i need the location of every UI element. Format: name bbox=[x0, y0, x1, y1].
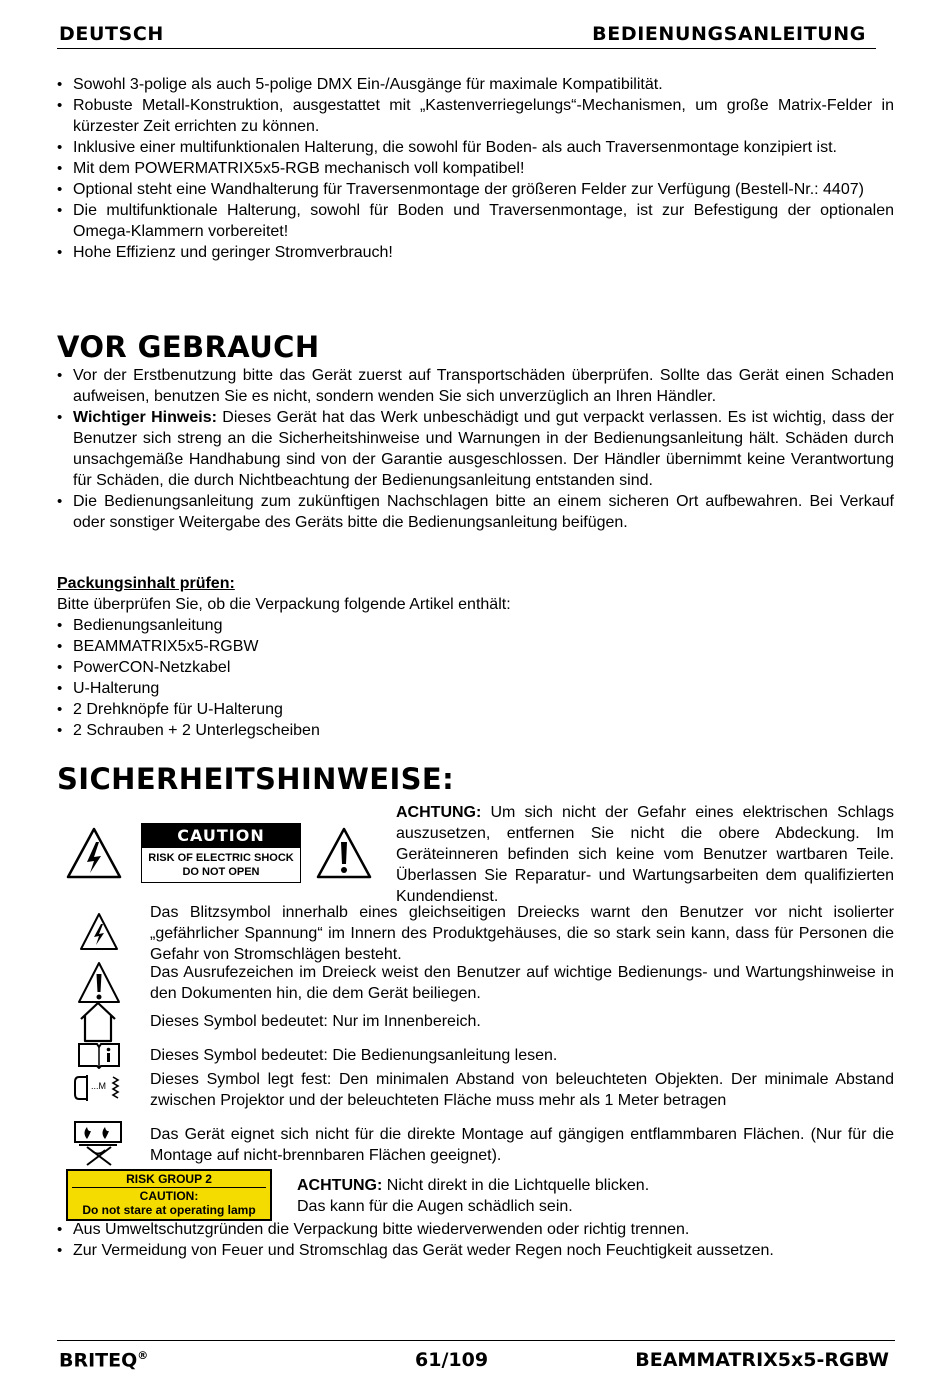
page-footer bbox=[57, 1340, 895, 1377]
list-item: • BEAMMATRIX5x5-RGBW bbox=[57, 636, 894, 657]
packing-section bbox=[57, 573, 894, 741]
manual-description: Dieses Symbol bedeutet: Die Bedienungsanleitung lesen. bbox=[150, 1047, 558, 1064]
lightning-description: Das Blitzsymbol innerhalb eines gleichseitigen Dreiecks warnt den Benutzer vor nicht isolierter „gefährlicher Spannung“ im Innern des Produktgehäuses, die so stark sein kann, dass für Personen die Gefahr von Stromschlägen besteht. bbox=[150, 904, 894, 963]
registered-mark: ® bbox=[137, 1349, 149, 1362]
brand-name: BRITEQ bbox=[59, 1349, 138, 1372]
list-item: • Die multifunktionale Halterung, sowohl für Boden und Traversenmontage, ist zur Befestigung der optionalen Omega-Klammern vorbereitet! bbox=[57, 200, 894, 242]
flammable-description: Das Gerät eignet sich nicht für die direkte Montage auf gängigen entflammbaren Flächen. (Nur für die Montage auf nicht-brennbaren Flächen geeignet). bbox=[150, 1126, 894, 1164]
achtung-light-text: Nicht direkt in die Lichtquelle blicken. bbox=[382, 1177, 650, 1194]
risk-group-divider bbox=[72, 1187, 266, 1188]
before-use-list bbox=[57, 365, 894, 533]
no-flammable-surface-icon bbox=[70, 1118, 126, 1168]
section-heading: VOR GEBRAUCH bbox=[57, 330, 320, 364]
page-header bbox=[57, 20, 876, 49]
packing-title: Packungsinhalt prüfen: bbox=[57, 575, 235, 592]
list-item: • PowerCON-Netzkabel bbox=[57, 657, 894, 678]
list-item: • U-Halterung bbox=[57, 678, 894, 699]
caution-label bbox=[141, 823, 301, 883]
achtung-label: ACHTUNG: bbox=[396, 804, 482, 821]
list-item: • Robuste Metall-Konstruktion, ausgestattet mit „Kastenverriegelungs“-Mechanismen, um große Matrix-Felder in kürzester Zeit errichten zu können. bbox=[57, 95, 894, 137]
indoor-only-icon bbox=[76, 998, 120, 1044]
achtung-light-warning bbox=[297, 1175, 894, 1217]
list-item: • Inklusive einer multifunktionalen Halterung, die sowohl für Boden- als auch Traversenmontage konzipiert ist. bbox=[57, 137, 894, 158]
list-item: • 2 Schrauben + 2 Unterlegscheiben bbox=[57, 720, 894, 741]
minimum-distance-icon bbox=[73, 1072, 125, 1104]
list-item: • Mit dem POWERMATRIX5x5-RGB mechanisch voll kompatibel! bbox=[57, 158, 894, 179]
packing-intro: Bitte überprüfen Sie, ob die Verpackung folgende Artikel enthält: bbox=[57, 596, 511, 613]
distance-label: ...M bbox=[91, 1081, 106, 1091]
footer-model: BEAMMATRIX5x5-RGBW bbox=[635, 1349, 889, 1371]
list-item: • 2 Drehknöpfe für U-Halterung bbox=[57, 699, 894, 720]
exclamation-description: Das Ausrufezeichen im Dreieck weist den Benutzer auf wichtige Bedienungs- und Wartungshinweise in den Dokumenten hin, die dem Gerät beiliegen. bbox=[150, 964, 894, 1002]
before-use-section bbox=[57, 330, 894, 533]
achtung-label: ACHTUNG: bbox=[297, 1177, 383, 1194]
caution-title: CAUTION bbox=[142, 824, 300, 848]
important-label: Wichtiger Hinweis: bbox=[73, 409, 217, 426]
indoor-description: Dieses Symbol bedeutet: Nur im Innenbereich. bbox=[150, 1013, 481, 1030]
page-number: 61/109 bbox=[415, 1349, 489, 1371]
caution-line-1: RISK OF ELECTRIC SHOCK bbox=[148, 852, 294, 864]
read-manual-icon bbox=[76, 1040, 122, 1070]
list-item: • Bedienungsanleitung bbox=[57, 615, 894, 636]
risk-group-label bbox=[66, 1169, 272, 1221]
header-language: DEUTSCH bbox=[59, 23, 164, 45]
important-text: Dieses Gerät hat das Werk unbeschädigt und gut verpackt verlassen. Es ist wichtig, dass der Benutzer sich streng an die Sicherheitshinweise und Warnungen in der Bedienungsanleitung hält. Schäden durch unsachgemäße Handhabung sind von der Garantie ausgeschlossen. Der Händler übernimmt keine Verantwortung für Schäden, die durch Nichtbeachtung der Bedienungsanleitung entstanden sind. bbox=[73, 409, 895, 489]
list-item: • Hohe Effizienz und geringer Stromverbrauch! bbox=[57, 242, 894, 263]
safety-list bbox=[57, 1219, 894, 1261]
list-item: • Optional steht eine Wandhalterung für Traversenmontage der größeren Felder zur Verfügung (Bestell-Nr.: 4407) bbox=[57, 179, 894, 200]
lightning-triangle-icon bbox=[78, 910, 120, 954]
risk-group-title: RISK GROUP 2 bbox=[126, 1172, 212, 1186]
achtung-paragraph bbox=[396, 802, 894, 907]
packing-list bbox=[57, 615, 894, 741]
achtung-light-text-2: Das kann für die Augen schädlich sein. bbox=[297, 1198, 573, 1215]
header-title: BEDIENUNGSANLEITUNG bbox=[592, 23, 866, 45]
list-item: • Zur Vermeidung von Feuer und Stromschlag das Gerät weder Regen noch Feuchtigkeit aussetzen. bbox=[57, 1240, 894, 1261]
caution-text bbox=[142, 848, 300, 879]
risk-group-text bbox=[68, 1189, 270, 1217]
list-item: • Aus Umweltschutzgründen die Verpackung bitte wiederverwenden oder richtig trennen. bbox=[57, 1219, 894, 1240]
safety-heading: SICHERHEITSHINWEISE: bbox=[57, 762, 455, 796]
electric-shock-warning-icon bbox=[64, 825, 124, 881]
list-item: • Vor der Erstbenutzung bitte das Gerät zuerst auf Transportschäden überprüfen. Sollte das Gerät einen Schaden aufweisen, benutzen Sie es nicht, sondern wenden Sie sich unverzüglich an Ihren Händler. bbox=[57, 365, 894, 407]
feature-list bbox=[57, 74, 894, 263]
risk-line-2: Do not stare at operating lamp bbox=[82, 1203, 256, 1217]
list-item: • Sowohl 3-polige als auch 5-polige DMX Ein-/Ausgänge für maximale Kompatibilität. bbox=[57, 74, 894, 95]
caution-line-2: DO NOT OPEN bbox=[182, 866, 260, 878]
feature-list-section bbox=[57, 74, 894, 263]
achtung-text: Um sich nicht der Gefahr eines elektrischen Schlags auszusetzen, entfernen Sie nicht die obere Abdeckung. Im Geräteinneren befinden sich keine vom Benutzer wartbaren Teile. Überlassen Sie Reparatur- und Wartungsarbeiten dem qualifizierten Kundendienst. bbox=[396, 804, 894, 905]
safety-bullets-section bbox=[57, 1219, 894, 1261]
footer-brand bbox=[59, 1349, 148, 1371]
risk-line-1: CAUTION: bbox=[139, 1189, 199, 1203]
list-item: • Die Bedienungsanleitung zum zukünftigen Nachschlagen bitte an einem sicheren Ort aufbewahren. Bei Verkauf oder sonstiger Weitergabe des Geräts bitte die Bedienungsanleitung beifügen. bbox=[57, 491, 894, 533]
distance-description: Dieses Symbol legt fest: Den minimalen Abstand von beleuchteten Objekten. Der minimale Abstand zwischen Projektor und der beleuchteten Fläche muss mehr als 1 Meter betragen bbox=[150, 1071, 894, 1109]
exclamation-warning-icon bbox=[314, 825, 374, 881]
list-item bbox=[57, 407, 894, 491]
